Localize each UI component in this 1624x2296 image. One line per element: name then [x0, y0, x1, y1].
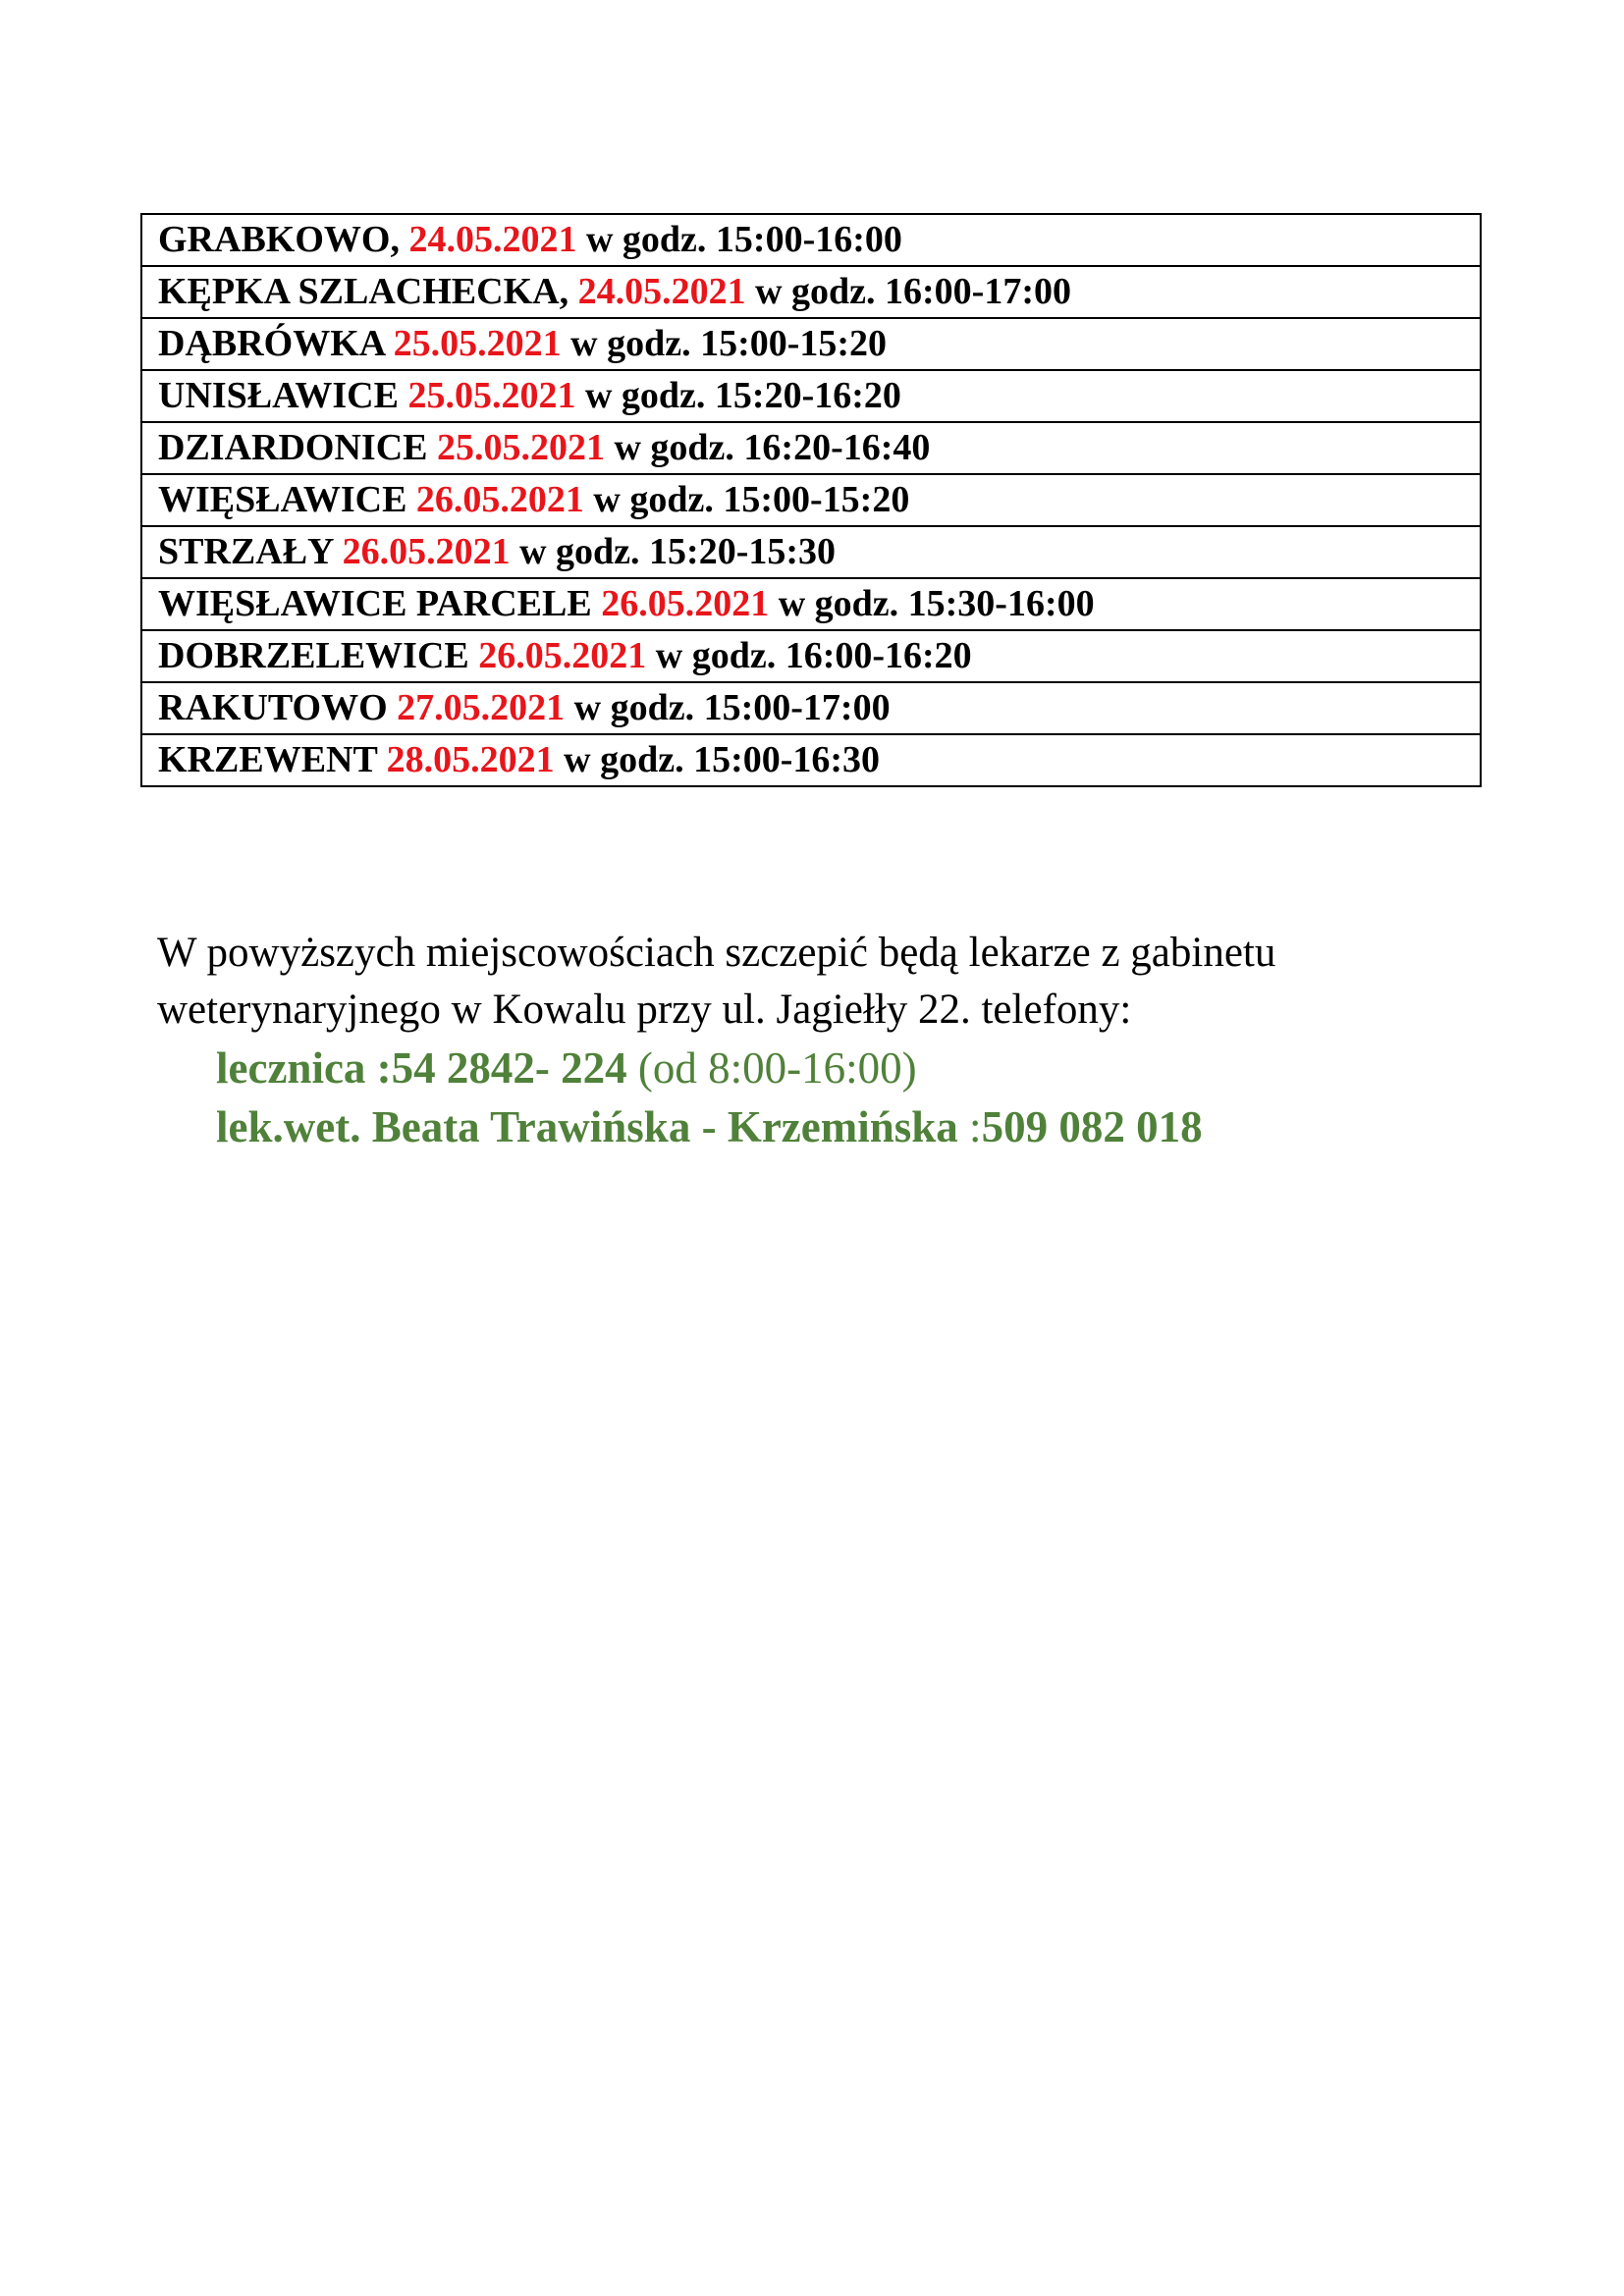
schedule-cell — [141, 682, 1481, 734]
table-row — [141, 266, 1481, 318]
place-name: WIĘSŁAWICE PARCELE — [158, 583, 592, 624]
schedule-cell — [141, 526, 1481, 578]
date: 25.05.2021 — [436, 427, 605, 468]
clinic-contact — [157, 1039, 1492, 1097]
schedule-cell — [141, 214, 1481, 266]
vet-name: lek.wet. Beata Trawińska - Krzemińska — [216, 1102, 958, 1151]
table-row — [141, 214, 1481, 266]
place-name: DĄBRÓWKA — [158, 323, 385, 364]
date: 26.05.2021 — [478, 635, 647, 676]
schedule-cell — [141, 318, 1481, 370]
info-line-1: W powyższych miejscowościach szczepić będą lekarze z gabinetu — [157, 930, 1276, 976]
hours: w godz. 15:00-15:20 — [593, 479, 910, 520]
place-name: GRABKOWO, — [158, 219, 400, 260]
vet-phone: 509 082 018 — [981, 1102, 1203, 1151]
table-row — [141, 422, 1481, 474]
vet-separator: : — [969, 1102, 982, 1151]
schedule-body — [141, 214, 1481, 786]
hours: w godz. 15:30-16:00 — [778, 583, 1095, 624]
table-row — [141, 474, 1481, 526]
schedule-table — [140, 213, 1482, 787]
table-row — [141, 734, 1481, 786]
place-name: DOBRZELEWICE — [158, 635, 469, 676]
date: 26.05.2021 — [601, 583, 770, 624]
table-row — [141, 526, 1481, 578]
schedule-cell — [141, 578, 1481, 630]
date: 26.05.2021 — [415, 479, 584, 520]
table-row — [141, 578, 1481, 630]
table-row — [141, 318, 1481, 370]
schedule-cell — [141, 630, 1481, 682]
place-name: STRZAŁY — [158, 531, 334, 572]
vet-contact — [157, 1097, 1492, 1156]
hours: w godz. 15:00-15:20 — [570, 323, 888, 364]
hours: w godz. 15:00-16:00 — [585, 219, 902, 260]
date: 27.05.2021 — [397, 687, 566, 728]
date: 26.05.2021 — [342, 531, 511, 572]
schedule-cell — [141, 734, 1481, 786]
hours: w godz. 16:00-16:20 — [655, 635, 972, 676]
schedule-cell — [141, 422, 1481, 474]
date: 25.05.2021 — [407, 375, 576, 416]
clinic-hours: (od 8:00-16:00) — [637, 1043, 917, 1093]
table-row — [141, 682, 1481, 734]
hours: w godz. 16:20-16:40 — [614, 427, 931, 468]
schedule-cell — [141, 266, 1481, 318]
hours: w godz. 16:00-17:00 — [755, 271, 1071, 312]
place-name: UNISŁAWICE — [158, 375, 399, 416]
info-line-2: weterynaryjnego w Kowalu przy ul. Jagiełły 22. telefony: — [157, 987, 1132, 1033]
place-name: DZIARDONICE — [158, 427, 428, 468]
table-row — [141, 370, 1481, 422]
hours: w godz. 15:00-17:00 — [573, 687, 891, 728]
table-row — [141, 630, 1481, 682]
schedule-cell — [141, 474, 1481, 526]
date: 24.05.2021 — [577, 271, 746, 312]
date: 25.05.2021 — [393, 323, 562, 364]
clinic-phone: lecznica :54 2842- 224 — [216, 1043, 627, 1093]
date: 24.05.2021 — [408, 219, 577, 260]
place-name: KĘPKA SZLACHECKA, — [158, 271, 569, 312]
hours: w godz. 15:20-16:20 — [584, 375, 901, 416]
date: 28.05.2021 — [386, 739, 555, 780]
schedule-cell — [141, 370, 1481, 422]
info-section — [157, 925, 1492, 1156]
hours: w godz. 15:00-16:30 — [564, 739, 881, 780]
place-name: WIĘSŁAWICE — [158, 479, 407, 520]
place-name: RAKUTOWO — [158, 687, 388, 728]
place-name: KRZEWENT — [158, 739, 378, 780]
hours: w godz. 15:20-15:30 — [519, 531, 836, 572]
